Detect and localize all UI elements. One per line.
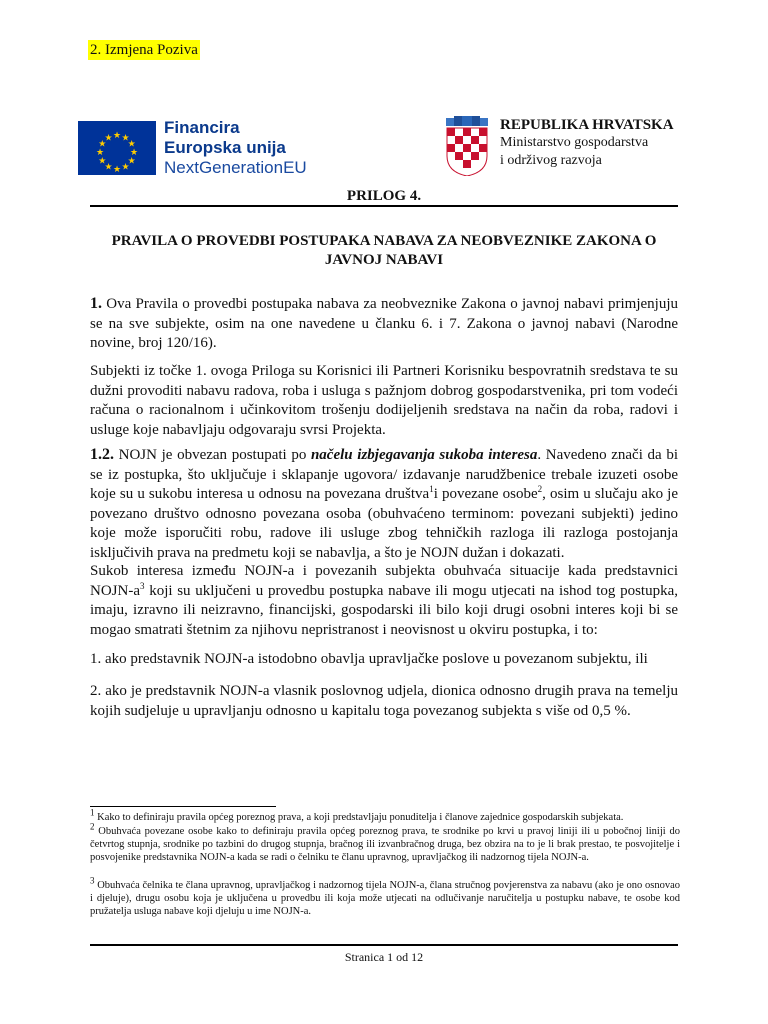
paragraph-1-2-number: 1.2.	[90, 446, 114, 463]
paragraph-1-text: Ova Pravila o provedbi postupaka nabava za neobveznike Zakona o javnoj nabavi primjenjuju se na sve subjekte, osim na one navedene u članku 6. i 7. Zakona o javnoj nabavi (Narodne novine, broj 120/16).	[90, 296, 678, 351]
title-divider	[90, 205, 678, 207]
svg-text:★: ★	[104, 133, 113, 144]
footnote-1: $^1$ Kako to definiraju pravila općeg poreznog prava, a koji predstavljaju ponuditelja i članove zajednice gospodarskih subjekata.	[90, 807, 624, 823]
footnote-2: $^2$ Obuhvaća povezane osobe kako to definiraju pravila općeg poreznog prava, te srodnike po krvi u pravoj liniji ili u pobočnoj liniji do četvrtog stupnja, srodnike po tazbini do drugog stupnja, bračnog ili izvanbračnog druga, bez obzira na to je li brak prestao, te posvojitelje i posvojenike predstavnika NOJN-a kada se radi o čelniku te članu upravnog, upravljačkog ili nadzornog tijela NOJN-a.	[90, 821, 680, 863]
page-number: Stranica 1 od 12	[344, 950, 424, 964]
footer-divider	[90, 944, 678, 946]
list-item-2: 2. ako je predstavnik NOJN-a vlasnik poslovnog udjela, dionica odnosno drugih prava na temelju kojih sudjeluje u upravljanju odnosno u kapitalu toga povezanog subjekta s više od 0,5 %.	[90, 683, 678, 719]
footnote-ref-1[interactable]: 1	[429, 484, 434, 494]
svg-text:★: ★	[127, 156, 136, 167]
eu-logo-line2: Europska unija	[164, 138, 286, 157]
footnote-ref-2[interactable]: 2	[537, 484, 543, 494]
svg-text:★: ★	[112, 131, 122, 141]
annex-title: PRILOG 4.	[346, 188, 422, 204]
list-item-1: 1. ako predstavnik NOJN-a istodobno obavlja upravljačke poslove u povezanom subjektu, ili	[90, 651, 648, 667]
svg-text:★: ★	[121, 162, 130, 173]
paragraph-2: Subjekti iz točke 1. ovoga Priloga su Korisnici ili Partneri Korisniku bespovratnih sredstava te su dužni provoditi nabavu radova, roba i usluga s pažnjom dobrog gospodarstvenika, pri tom vodeći računa o racionalnom i učinkovitom trošenju dodijeljenih sredstava na način da roba, radovi i usluge koje nabavljaju odgovaraju svrsi Projekta.	[90, 363, 678, 438]
hr-logo-line1: REPUBLIKA HRVATSKA	[500, 117, 674, 133]
paragraph-1	[90, 294, 678, 354]
eu-logo-line1: Financira	[164, 118, 240, 137]
footnote-separator	[90, 806, 276, 807]
svg-text:★: ★	[104, 162, 113, 173]
svg-text:★: ★	[127, 139, 136, 150]
footnote-3: $^3$ Obuhvaća čelnika te člana upravnog, upravljačkog i nadzornog tijela NOJN-a, člana stručnog povjerenstva za nabavu (ako je ono osnovao i djeluje), drugu osobu koja je uključena u provedbu ili koja može utjecati na odlučivanje naručitelja u postupku nabave, te osobe kod pružatelja usluga nabave koji djeluju u ime NOJN-a.	[90, 875, 680, 917]
conflict-of-interest-emphasis: načelu izbjegavanja sukoba interesa	[310, 447, 538, 463]
paragraph-1-number: 1.	[90, 295, 102, 312]
paragraph-1-2: 1.2. NOJN je obvezan postupati po načelu izbjegavanja sukoba interesa. Navedeno znači da bi se iz postupka, što uključuje i sklapanje ugovora/ izdavanje narudžbenice trebale izuzeti osobe koje su u sukobu interesa u odnosu na povezana društva$^1$i povezane osobe$^2$, osim u slučaju ako je povezano društvo odnosno povezana osoba (obuhvaćeno terminom: povezani subjekti) jedino koje može isporučiti robu, radove ili usluge zbog tehničkih razloga ili razloga postojanja isključivih prava na predmetu koji se nabavlja, a što je NOJN dužan i dokazati.	[90, 446, 678, 561]
hr-logo-line2: Ministarstvo gospodarstva	[500, 135, 649, 150]
svg-text:★: ★	[121, 133, 130, 144]
croatian-coat-of-arms-icon	[444, 116, 490, 176]
amendment-highlight: 2. Izmjena Poziva	[90, 42, 198, 58]
eu-logo-line3: NextGenerationEU	[164, 158, 307, 177]
eu-flag-icon	[78, 121, 156, 175]
document-title: PRAVILA O PROVEDBI POSTUPAKA NABAVA ZA NEOBVEZNIKE ZAKONA O JAVNOJ NABAVI	[111, 233, 657, 268]
footnote-ref-3[interactable]: 3	[140, 580, 145, 591]
svg-text:★: ★	[98, 156, 107, 167]
svg-text:★: ★	[95, 148, 105, 158]
eu-funding-logo	[78, 118, 307, 178]
svg-text:★: ★	[129, 148, 139, 158]
hr-logo-line3: i održivog razvoja	[500, 153, 602, 168]
paragraph-conflict: Sukob interesa između NOJN-a i povezanih subjekta obuhvaća situacije kada predstavnici NOJN-$a^3$ koji su uključeni u provedbu postupka nabave ili mogu utjecati na ishod tog postupka, imaju, izravno ili neizravno, financijski, gospodarski ili bilo koji drugi osobni interes koji bi se mogao smatrati štetnim za njihovu nepristranost i neovisnost u okviru postupka, i to:	[90, 563, 678, 638]
croatia-ministry-logo	[444, 116, 674, 176]
svg-text:★: ★	[98, 139, 107, 150]
svg-text:★: ★	[112, 165, 122, 175]
